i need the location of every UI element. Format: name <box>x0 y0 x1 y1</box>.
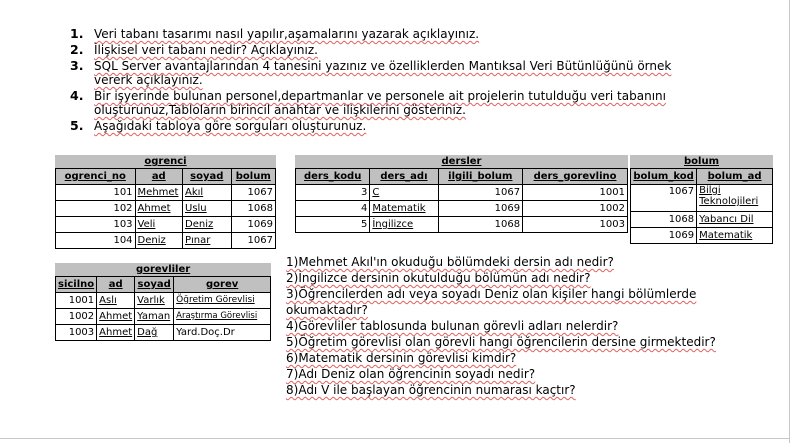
table-cell: 1067 <box>438 185 523 201</box>
table-cell: Deniz <box>183 217 232 233</box>
query-item: 8)Adı V ile başlayan öğrencinin numarası kaçtır? <box>286 383 576 397</box>
column-header: soyad <box>135 277 174 293</box>
task-item <box>60 59 710 87</box>
table-row <box>56 293 271 309</box>
table-cell: Akıl <box>183 185 232 201</box>
table-cell: 103 <box>56 217 136 233</box>
table-row <box>56 233 276 249</box>
table-title: ogrenci <box>56 156 276 169</box>
task-number: 2. <box>70 42 84 57</box>
table-cell: Öğretim Görevlisi <box>174 293 271 309</box>
task-number: 1. <box>70 26 84 41</box>
table-row <box>56 185 276 201</box>
table-title: gorevliler <box>56 264 271 277</box>
table-cell: 1002 <box>56 309 97 325</box>
query-item: 5)Öğretim görevlisi olan görevli hangi öğrencilerin dersine girmektedir? <box>286 335 716 349</box>
table-row <box>296 201 628 217</box>
table-cell: Ahmet <box>97 325 135 341</box>
task-item <box>60 43 710 57</box>
table-cell: İngilizce <box>370 217 438 233</box>
table-row <box>296 185 628 201</box>
page-right-edge <box>789 0 790 443</box>
gorevliler-table <box>55 263 271 341</box>
table-row <box>631 228 773 244</box>
table-row <box>56 217 276 233</box>
table-cell: 1067 <box>631 185 697 212</box>
table-title: bolum <box>631 156 773 169</box>
table-cell: 1002 <box>523 201 628 217</box>
table-cell: 1001 <box>523 185 628 201</box>
table-cell: 104 <box>56 233 136 249</box>
table-cell: Aslı <box>97 293 135 309</box>
table-cell: Ahmet <box>135 201 182 217</box>
table-row <box>631 185 773 212</box>
query-item: 4)Görevliler tablosunda bulunan görevli adları nelerdir? <box>286 319 619 333</box>
page-bottom-edge <box>0 438 790 439</box>
table-cell: Dağ <box>135 325 174 341</box>
column-header: ders_adı <box>370 169 438 185</box>
table-row <box>631 212 773 228</box>
column-header: ders_gorevlino <box>523 169 628 185</box>
table-cell: 1069 <box>631 228 697 244</box>
query-item: 1)Mehmet Akıl'ın okuduğu bölümdeki dersin adı nedir? <box>286 255 614 269</box>
column-header: bolum_ad <box>697 169 773 185</box>
task-text: Bir işyerinde bulunan personel,departmanlar ve personele ait projelerin tutulduğu veri tabanını oluşturunuz,Tabloların birincil anahtar ve ilişkilerini gösteriniz. <box>94 89 666 117</box>
table-cell: Pınar <box>183 233 232 249</box>
table-cell: Matematik <box>697 228 773 244</box>
query-item: 2)İngilizce dersinin okutulduğu bölümün adı nedir? <box>286 271 591 285</box>
table-cell: 1067 <box>231 185 275 201</box>
dersler-table <box>295 155 628 233</box>
query-list <box>286 254 726 398</box>
column-header: soyad <box>183 169 232 185</box>
table-row <box>296 217 628 233</box>
column-header: ad <box>135 169 182 185</box>
column-header: ders_kodu <box>296 169 370 185</box>
table-title: dersler <box>296 156 628 169</box>
table-cell: 1003 <box>523 217 628 233</box>
table-cell: 101 <box>56 185 136 201</box>
table-cell: 1069 <box>438 201 523 217</box>
table-cell: 102 <box>56 201 136 217</box>
task-item <box>60 27 710 41</box>
query-item: 6)Matematik dersinin görevlisi kimdir? <box>286 351 517 365</box>
table-cell: Deniz <box>135 233 182 249</box>
table-cell: Uslu <box>183 201 232 217</box>
query-item: 3)Öğrencilerden adı veya soyadı Deniz olan kişiler hangi bölümlerde okumaktadır? <box>286 287 697 317</box>
table-cell: Yard.Doç.Dr <box>174 325 271 341</box>
table-row <box>56 309 271 325</box>
query-item: 7)Adı Deniz olan öğrencinin soyadı nedir? <box>286 367 536 381</box>
task-text: Veri tabanı tasarımı nasıl yapılır,aşamalarını yazarak açıklayınız. <box>94 27 480 41</box>
table-row <box>56 201 276 217</box>
table-cell: Yaman <box>135 309 174 325</box>
table-cell: Veli <box>135 217 182 233</box>
column-header: ogrenci_no <box>56 169 136 185</box>
task-list <box>60 27 710 135</box>
table-cell: Yabancı Dil <box>697 212 773 228</box>
table-cell: Mehmet <box>135 185 182 201</box>
task-text: SQL Server avantajlarından 4 tanesini yazınız ve özelliklerden Mantıksal Veri Bütünlüğünü örnek vererk açıklayınız. <box>94 59 672 87</box>
table-cell: 3 <box>296 185 370 201</box>
task-text: Aşağıdaki tabloya göre sorguları oluşturunuz. <box>94 119 367 133</box>
column-header: bolum_kod <box>631 169 697 185</box>
table-cell: 1068 <box>631 212 697 228</box>
table-cell: 5 <box>296 217 370 233</box>
table-cell: 1067 <box>231 233 275 249</box>
table-cell: 1068 <box>231 201 275 217</box>
column-header: ilgili_bolum <box>438 169 523 185</box>
column-header: sicilno <box>56 277 97 293</box>
column-header: gorev <box>174 277 271 293</box>
ogrenci-table <box>55 155 276 249</box>
task-item <box>60 89 710 117</box>
table-row <box>56 325 271 341</box>
table-cell: Matematik <box>370 201 438 217</box>
table-cell: Bilgi Teknolojileri <box>697 185 773 212</box>
table-cell: C <box>370 185 438 201</box>
table-cell: 1068 <box>438 217 523 233</box>
task-item <box>60 119 710 133</box>
table-cell: 1069 <box>231 217 275 233</box>
table-cell: 1003 <box>56 325 97 341</box>
bolum-table <box>630 155 773 244</box>
table-cell: Varlık <box>135 293 174 309</box>
task-text: İlişkisel veri tabanı nedir? Açıklayınız. <box>94 43 318 57</box>
table-cell: Araştırma Görevlisi <box>174 309 271 325</box>
table-cell: Ahmet <box>97 309 135 325</box>
table-cell: 4 <box>296 201 370 217</box>
table-cell: 1001 <box>56 293 97 309</box>
column-header: bolum <box>231 169 275 185</box>
task-number: 3. <box>70 58 84 73</box>
column-header: ad <box>97 277 135 293</box>
task-number: 5. <box>70 118 84 133</box>
task-number: 4. <box>70 88 84 103</box>
